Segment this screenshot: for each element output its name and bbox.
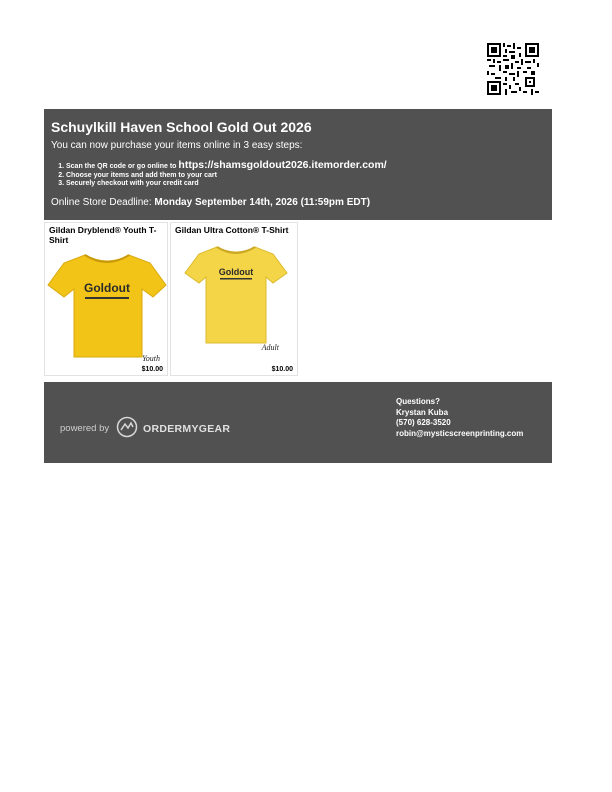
contact-phone[interactable]: (570) 628-3520 [396,418,451,427]
store-url-link[interactable]: https://shamsgoldout2026.itemorder.com/ [178,159,387,171]
brand-name: ORDERMYGEAR [143,423,231,435]
page-title: Schuylkill Haven School Gold Out 2026 [51,119,312,135]
tshirt-image [47,251,167,369]
tshirt-image [183,243,289,355]
product-card-adult-tshirt[interactable] [170,222,298,376]
step-item: 2. Choose your items and add them to your cart [66,172,387,181]
qr-code [487,43,539,95]
intro-text: You can now purchase your items online in 3 easy steps: [51,140,303,151]
shirt-size-label: Adult [261,343,279,352]
store-deadline [51,197,370,208]
shirt-print-text: Goldout [84,281,130,295]
product-price: $10.00 [141,366,163,373]
store-info-banner [44,109,552,220]
deadline-value: Monday September 14th, 2026 (11:59pm EDT) [154,197,371,208]
contact-info [396,397,523,439]
product-name: Gildan Ultra Cotton® T-Shirt [175,225,289,235]
powered-by-text: powered by [60,423,110,434]
steps-list [51,161,387,189]
product-price: $10.00 [271,366,293,373]
product-name: Gildan Dryblend® Youth T-Shirt [49,225,157,245]
contact-heading: Questions? [396,397,441,406]
contact-name: Krystan Kuba [396,407,449,417]
deadline-label: Online Store Deadline: [51,197,155,208]
footer-bar [44,382,552,463]
shirt-print-text: Goldout [218,267,254,277]
product-card-youth-tshirt[interactable] [44,222,168,376]
shirt-size-label: Youth [142,354,160,363]
step-item: 1. Scan the QR code or go online to https://shamsgoldout2026.itemorder.com/ [66,161,387,172]
contact-email[interactable]: robin@mysticscreenprinting.com [396,428,524,438]
ordermygear-logo-icon [116,416,138,438]
step-item: 3. Securely checkout with your credit card [66,180,387,189]
